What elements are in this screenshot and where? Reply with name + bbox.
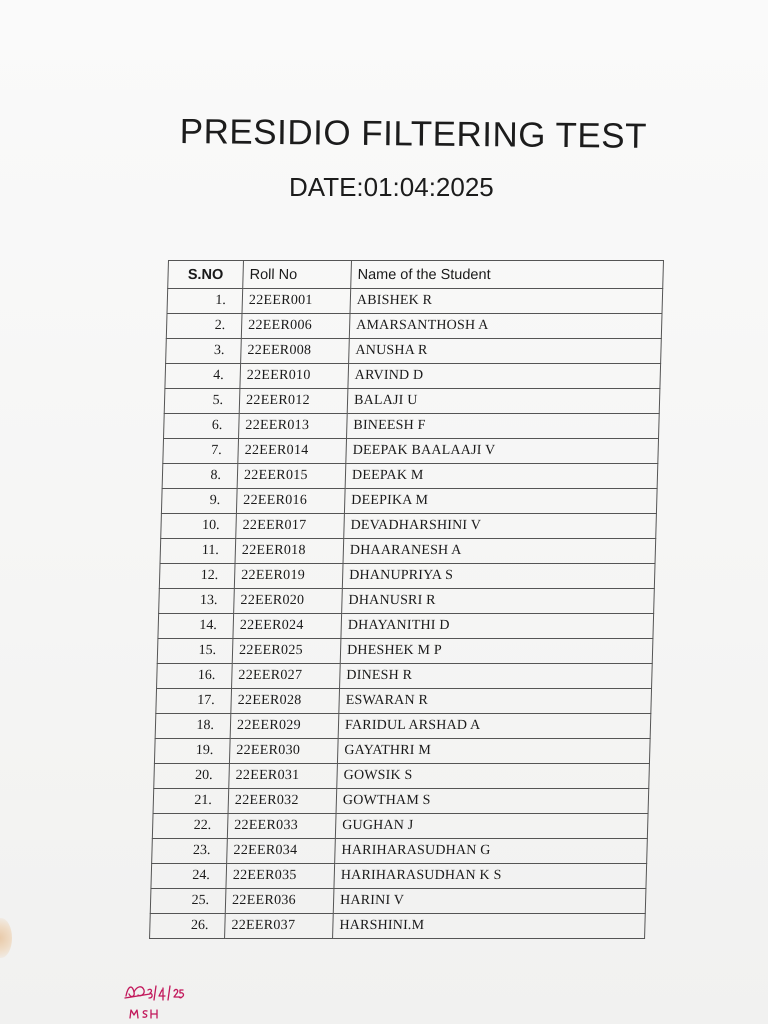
cell-student-name: GAYATHRI M <box>337 739 650 764</box>
cell-student-name: HARINI V <box>333 889 646 914</box>
cell-student-name: ANUSHA R <box>349 339 662 364</box>
table-row <box>159 564 655 589</box>
table-row <box>164 414 660 439</box>
table-row <box>160 539 656 564</box>
cell-roll-no: 22EER030 <box>229 739 338 764</box>
cell-sno: 26. <box>150 914 226 939</box>
cell-roll-no: 22EER033 <box>227 814 336 839</box>
cell-sno: 17. <box>156 689 232 714</box>
table-row <box>162 464 658 489</box>
cell-sno: 13. <box>159 589 235 614</box>
table-row <box>166 339 662 364</box>
cell-student-name: GUGHAN J <box>335 814 648 839</box>
cell-roll-no: 22EER008 <box>241 339 350 364</box>
table-row <box>155 714 651 739</box>
cell-student-name: DINESH R <box>340 664 653 689</box>
cell-student-name: HARSHINI.M <box>333 914 646 939</box>
cell-sno: 16. <box>157 664 233 689</box>
table-row <box>167 289 663 314</box>
table-row <box>157 664 653 689</box>
table-row <box>152 814 648 839</box>
cell-sno: 12. <box>159 564 235 589</box>
table-row <box>154 739 650 764</box>
table-row <box>161 489 657 514</box>
cell-sno: 18. <box>155 714 231 739</box>
cell-student-name: DHANUSRI R <box>342 589 655 614</box>
cell-roll-no: 22EER001 <box>242 289 351 314</box>
cell-student-name: ESWARAN R <box>339 689 652 714</box>
cell-sno: 1. <box>167 289 243 314</box>
paper-stain <box>0 918 12 958</box>
cell-roll-no: 22EER028 <box>231 689 340 714</box>
cell-student-name: DHESHEK M P <box>340 639 653 664</box>
cell-roll-no: 22EER014 <box>238 439 347 464</box>
table-row <box>166 314 662 339</box>
table-row <box>156 689 652 714</box>
cell-roll-no: 22EER025 <box>232 639 341 664</box>
cell-roll-no: 22EER013 <box>239 414 348 439</box>
cell-roll-no: 22EER029 <box>230 714 339 739</box>
cell-student-name: GOWSIK S <box>337 764 650 789</box>
student-table <box>149 260 664 939</box>
cell-sno: 4. <box>165 364 241 389</box>
cell-student-name: BALAJI U <box>347 389 660 414</box>
cell-sno: 11. <box>160 539 236 564</box>
cell-student-name: BINEESH F <box>347 414 660 439</box>
cell-student-name: GOWTHAM S <box>336 789 649 814</box>
cell-sno: 5. <box>164 389 240 414</box>
cell-student-name: DHAYANITHI D <box>341 614 654 639</box>
table-row <box>151 864 647 889</box>
cell-sno: 25. <box>150 889 226 914</box>
cell-roll-no: 22EER019 <box>234 564 343 589</box>
cell-sno: 23. <box>152 839 228 864</box>
cell-student-name: ARVIND D <box>348 364 661 389</box>
cell-sno: 6. <box>164 414 240 439</box>
cell-sno: 9. <box>161 489 237 514</box>
table-row <box>164 389 660 414</box>
header-student-name: Name of the Student <box>351 261 664 289</box>
cell-sno: 8. <box>162 464 238 489</box>
cell-roll-no: 22EER037 <box>225 914 334 939</box>
cell-student-name: HARIHARASUDHAN K S <box>334 864 647 889</box>
cell-sno: 19. <box>154 739 230 764</box>
table-row <box>161 514 657 539</box>
cell-student-name: AMARSANTHOSH A <box>349 314 662 339</box>
table-body <box>150 289 663 939</box>
cell-sno: 22. <box>152 814 228 839</box>
cell-roll-no: 22EER024 <box>233 614 342 639</box>
cell-sno: 24. <box>151 864 227 889</box>
cell-roll-no: 22EER027 <box>232 664 341 689</box>
cell-sno: 10. <box>161 514 237 539</box>
cell-roll-no: 22EER031 <box>229 764 338 789</box>
header-sno: S.NO <box>168 261 244 289</box>
table-header-row <box>168 261 664 289</box>
cell-student-name: HARIHARASUDHAN G <box>335 839 648 864</box>
cell-roll-no: 22EER036 <box>225 889 334 914</box>
cell-roll-no: 22EER006 <box>241 314 350 339</box>
cell-roll-no: 22EER015 <box>237 464 346 489</box>
cell-sno: 20. <box>154 764 230 789</box>
table-row <box>152 839 648 864</box>
cell-student-name: DEEPAK BAALAAJI V <box>346 439 659 464</box>
cell-sno: 2. <box>166 314 242 339</box>
cell-student-name: DHAARANESH A <box>343 539 656 564</box>
cell-sno: 15. <box>157 639 233 664</box>
cell-student-name: ABISHEK R <box>350 289 663 314</box>
cell-sno: 21. <box>153 789 229 814</box>
test-date: DATE:01:04:2025 <box>289 172 494 202</box>
cell-roll-no: 22EER017 <box>236 514 345 539</box>
cell-sno: 14. <box>158 614 234 639</box>
cell-roll-no: 22EER012 <box>239 389 348 414</box>
table-row <box>150 889 646 914</box>
cell-roll-no: 22EER034 <box>227 839 336 864</box>
table-row <box>159 589 655 614</box>
cell-sno: 3. <box>166 339 242 364</box>
cell-student-name: DEVADHARSHINI V <box>344 514 657 539</box>
cell-roll-no: 22EER016 <box>236 489 345 514</box>
table-row <box>163 439 659 464</box>
student-table-wrapper <box>149 260 668 939</box>
cell-roll-no: 22EER020 <box>234 589 343 614</box>
table-row <box>165 364 661 389</box>
cell-student-name: FARIDUL ARSHAD A <box>338 714 651 739</box>
cell-sno: 7. <box>163 439 239 464</box>
cell-student-name: DEEPIKA M <box>344 489 657 514</box>
table-row <box>153 789 649 814</box>
handwritten-signature <box>122 978 212 1024</box>
table-row <box>157 639 653 664</box>
header-roll-no: Roll No <box>243 261 352 289</box>
cell-roll-no: 22EER018 <box>235 539 344 564</box>
page-title: PRESIDIO FILTERING TEST <box>179 112 648 156</box>
table-row <box>154 764 650 789</box>
cell-roll-no: 22EER035 <box>226 864 335 889</box>
table-row <box>158 614 654 639</box>
cell-student-name: DHANUPRIYA S <box>342 564 655 589</box>
table-row <box>150 914 646 939</box>
cell-roll-no: 22EER010 <box>240 364 349 389</box>
cell-roll-no: 22EER032 <box>228 789 337 814</box>
cell-student-name: DEEPAK M <box>345 464 658 489</box>
